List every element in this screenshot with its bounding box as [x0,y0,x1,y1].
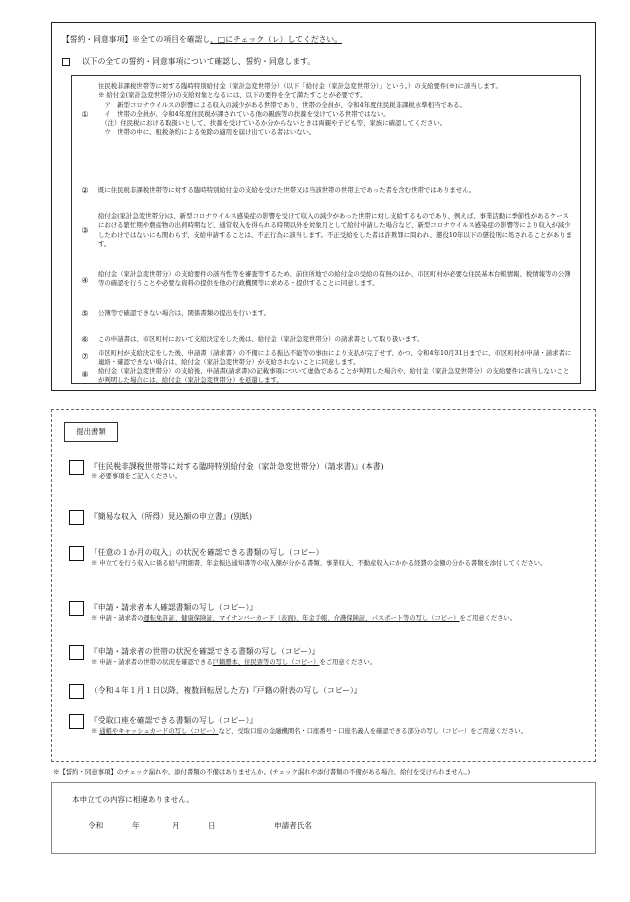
declaration-section [51,782,596,854]
document-title: 『受取口座を確認できる書類の写し（コピー）』 [90,716,258,726]
year-label: 年 [132,821,140,830]
item-number: ① [81,110,89,119]
item-text: ウ 世帯の中に、租税条約による免除の適用を届け出ている者はいない。 [98,128,316,137]
item-text: ア 新型コロナウイルスの影響による収入の減少がある世帯であり、世帯の全員が、令和4年度住民税非課税水準相当である。 [98,100,466,109]
document-checkbox[interactable] [69,714,84,729]
item-number: ② [81,186,89,195]
document-title: 『住民税非課税世帯等に対する臨時特別給付金（家計急変世帯分）（請求書)』(本書) [90,462,384,472]
warning-text: ※【誓約・同意事項】のチェック漏れや、添付書類の不備はありませんか。(チェック漏れや添付書類の不備がある場合、給付を受けられません。) [53,768,471,776]
document-title: 『申請・請求者の世帯の状況を確認できる書類の写し（コピー）』 [90,647,320,657]
note-text: ※ 申請・請求者の [91,615,144,622]
item-text: この申請書は、市区町村において支給決定をした後は、給付金（家計急変世帯分）の請求書として取り扱います。 [98,335,424,343]
item-text: 給付金（家計急変世帯分）の支給要件の該当性等を審査等するため、前住所地での給付金の受給の有無のほか、市区町村が必要な住民基本台帳情報、税情報等の公簿等の確認を行うことや必要な資料の提供を他の行政機関等に求める・提供することに同意します。 [98,270,571,288]
item-text: 給付金(家計急変世帯分)は、新型コロナウイルス感染症の影響を受けて収入の減少があった世帯に対し支給するものであり、例えば、事業活動に季節性があるケースにおける繁忙期や農産物の出荷時期など、通常収入を得られる時期以外を対象月として給付申請した場合など、新型コロナウイルス感染症の影響等により収入が減少したわけではないにも関わらず、支給申請することは、不正行為に該当します。不正受給をした者は詐欺罪に問われ、懲役10年以下の懲役刑に処されることがあります。 [98,212,573,248]
agree-line [62,57,315,68]
pledge-title-underlined: 、□にチェック（レ）してください。 [210,35,343,44]
note-text: ※ [91,728,100,735]
note-underlined: 運転免許証、健康保険証、マイナンバーカード（表面)、年金手帳、介護保険証、パスポート等の写し（コピー） [143,615,460,622]
document-title: 『申請・請求者本人確認書類の写し（コピー）』 [90,603,258,613]
month-label: 月 [172,821,180,830]
document-item-7 [69,714,584,736]
document-checkbox[interactable] [69,460,84,475]
documents-section [51,409,596,762]
pledge-item-1 [72,82,580,138]
applicant-name-label: 申請者氏名 [274,821,312,830]
document-item-2 [69,510,584,525]
pledge-item-3 [72,212,580,249]
day-label: 日 [208,821,216,830]
declaration-text: 本申立ての内容に相違ありません。 [72,795,194,804]
document-title: 『簡易な収入（所得）見込額の申立書』(別紙) [90,512,253,522]
document-item-4 [69,601,584,623]
item-text: ※ 給付金(家計急変世帯分)の支給対象となるには、以下の要件を全て満たすことが必要です。 [98,91,367,100]
note-text: をご用意ください。 [459,615,517,622]
note-text: ※ 申請・請求者の世帯の状況を確認できる [91,659,213,666]
item-text: （注）住民税における取扱いとして、扶養を受けているか分からないときは両親や子ども等、家族に確認してください。 [98,119,447,128]
item-text: イ 世帯の全員が、令和4年度住民税が課されている他の親族等の扶養を受けている世帯ではない。 [98,109,390,118]
pledge-item-6 [72,335,580,346]
item-number: ③ [81,226,89,235]
document-note [69,658,584,667]
document-item-3 [69,546,584,568]
item-number: ④ [81,276,89,285]
document-title: 「任意の１か月の収入」の状況を確認できる書類の写し（コピー） [90,548,324,558]
pledge-item-5 [72,309,580,320]
pledge-item-4 [72,270,580,289]
document-note: ※ 申立てを行う収入に係る給与明細書、年金振込通知書等の収入額が分かる書類、事業収入、不動産収入にかかる経費の金額の分かる書類を添付してください。 [91,560,547,567]
document-checkbox[interactable] [69,601,84,616]
item-number: ⑧ [81,370,89,379]
pledge-items [71,75,581,384]
document-checkbox[interactable] [69,546,84,561]
pledge-title [62,35,342,46]
document-checkbox[interactable] [69,645,84,660]
note-text: をご用意ください。 [319,659,377,666]
documents-label: 提出書類 [64,422,118,442]
note-underlined: 戸籍謄本、住民票等の写し（コピー） [212,659,320,666]
item-text: 市区町村が支給決定をした後、申請書（請求書）の不備による振込不能等の事由により支払が完了せず、かつ、令和4年10月31日までに、市区町村が申請・請求者に連絡・確認できない場合は、給付金（家計急変世帯分）が支給されないことに同意します。 [98,349,572,367]
document-note: ※ 必要事項をご記入ください。 [91,473,182,480]
document-item-6 [69,684,584,699]
document-item-5 [69,645,584,667]
document-item-1 [69,460,584,481]
agree-text: 以下の全ての誓約・同意事項について確認し、誓約・同意します。 [82,57,316,66]
document-note [69,614,584,623]
document-note [69,727,584,736]
item-text: 給付金（家計急変世帯分）の支給後、申請書(請求書)の記載事項について虚偽であることが判明した場合や、給付金（家計急変世帯分）の支給要件に該当しないことが判明した場合には、給付金（家計急変世帯分）を返還します。 [98,367,570,385]
item-text: 既に住民税非課税世帯等に対する臨時特別給付金の支給を受けた世帯又は当該世帯の世帯主であった者を含む世帯ではありません。 [98,186,476,194]
pledge-item-8 [72,367,580,386]
era-label: 令和 [88,821,104,830]
document-checkbox[interactable] [69,510,84,525]
note-text: など、受取口座の金融機関名・口座番号・口座名義人を確認できる部分の写し（コピー）をご用意ください。 [218,728,527,735]
item-number: ⑥ [81,335,89,344]
item-text: 公簿等で確認できない場合は、関係書類の提出を行います。 [98,309,271,317]
pledge-title-text: 【誓約・同意事項】※全ての項目を確認し [62,35,211,44]
item-number: ⑦ [81,352,89,361]
pledge-item-2 [72,186,580,197]
agree-checkbox[interactable] [62,58,70,66]
item-number: ⑤ [81,309,89,318]
document-title: （令和４年１月１日以降、複数回転居した方)『戸籍の附表の写し（コピー）』 [90,686,362,696]
document-checkbox[interactable] [69,684,84,699]
item-text: 住民税非課税世帯等に対する臨時特別給付金（家計急変世帯分）（以下「給付金（家計急変世帯分）」という。）の支給要件(※)に該当します。 [98,82,502,90]
pledge-item-7 [72,349,580,368]
pledge-section [51,22,596,391]
note-underlined: 通帳やキャッシュカードの写し（コピー） [99,728,219,735]
